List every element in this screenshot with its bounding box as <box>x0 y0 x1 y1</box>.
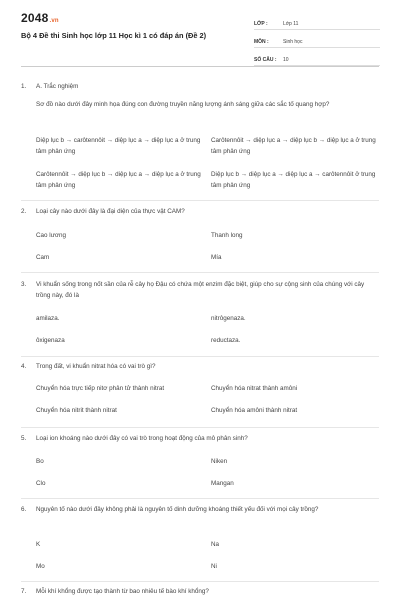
answer-option[interactable]: amilaza. <box>36 315 60 322</box>
meta-row-class <box>254 14 380 30</box>
answer-option[interactable]: Clo <box>36 480 46 487</box>
meta-value: Lớp 11 <box>283 21 299 27</box>
answer-option[interactable]: Chuyển hóa trực tiếp nitơ phân tử thành nitrat <box>36 385 165 392</box>
question-number: 7. <box>21 588 27 595</box>
question-divider <box>21 498 379 499</box>
meta-value: 10 <box>283 57 289 63</box>
answer-option[interactable]: Bo <box>36 458 44 465</box>
meta-label: LỚP : <box>254 21 268 27</box>
page-header <box>0 0 400 64</box>
question-divider <box>21 272 379 273</box>
answer-option[interactable]: Thanh long <box>211 232 243 239</box>
answer-option[interactable]: Diệp lục b → diệp lục a → diệp lục a → carôtennôit ở trung tâm phản ứng <box>211 171 376 189</box>
answer-option[interactable]: Chuyển hóa amôni thành nitrat <box>211 407 298 414</box>
document-title: Bộ 4 Đề thi Sinh học lớp 11 Học kì 1 có đáp án (Đề 2) <box>21 31 207 40</box>
question-text: Trong đất, vi khuẩn nitrat hóa có vai trò gì? <box>36 363 156 370</box>
answer-option[interactable]: Cam <box>36 254 50 261</box>
question-number: 4. <box>21 363 27 370</box>
answer-option[interactable]: ôxigenaza <box>36 337 65 344</box>
answer-option[interactable]: Chuyển hóa nitrit thành nitrat <box>36 407 117 414</box>
question-text: Loại ion khoáng nào dưới đây có vai trò trong hoạt động của mô phân sinh? <box>36 435 248 442</box>
answer-option[interactable]: Carôtennôit → diệp lục a → diệp lục b → diệp lục a ở trung tâm phản ứng <box>211 137 376 155</box>
meta-row-count <box>254 50 380 66</box>
header-divider <box>21 66 379 67</box>
question-text: Vi khuẩn sống trong nốt sần của rễ cây họ Đậu có chứa một enzim đặc biệt, giúp cho sự cộng sinh của chúng với cây trồng này, đó là <box>36 281 365 299</box>
answer-option[interactable]: reductaza. <box>211 337 241 344</box>
question-number: 1. <box>21 83 27 90</box>
question-divider <box>21 200 379 201</box>
site-logo[interactable] <box>21 11 59 25</box>
answer-option[interactable]: Chuyển hóa nitrat thành amôni <box>211 385 298 392</box>
answer-option[interactable]: Na <box>211 541 220 548</box>
answer-option[interactable]: Cao lương <box>36 232 67 239</box>
question-text: Loại cây nào dưới đây là đại diện của thực vật CAM? <box>36 208 185 215</box>
answer-option[interactable]: Mangan <box>211 480 234 487</box>
answer-option[interactable]: Carôtennôit → diệp lục b → diệp lục a → diệp lục a ở trung tâm phản ứng <box>36 171 201 189</box>
answer-option[interactable]: Niken <box>211 458 228 465</box>
answer-option[interactable]: nitrôgenaza. <box>211 315 246 322</box>
meta-label: MÔN : <box>254 39 269 45</box>
meta-row-subject <box>254 32 380 48</box>
answer-option[interactable]: Mo <box>36 563 45 570</box>
question-divider <box>21 356 379 357</box>
question-number: 3. <box>21 281 27 288</box>
exam-meta <box>254 14 380 68</box>
meta-value: Sinh học <box>283 39 303 45</box>
meta-label: SỐ CÂU : <box>254 57 277 63</box>
answer-option[interactable]: Mía <box>211 254 222 261</box>
question-number: 2. <box>21 208 27 215</box>
question-divider <box>21 427 379 428</box>
question-divider <box>21 581 379 582</box>
question-number: 5. <box>21 435 27 442</box>
answer-option[interactable]: Ni <box>211 563 217 570</box>
answer-option[interactable]: K <box>36 541 41 548</box>
answer-option[interactable]: Diệp lục b → carôtennôit → diệp lục a → diệp lục a ở trung tâm phản ứng <box>36 137 201 155</box>
logo-suffix: .vn <box>49 18 59 24</box>
logo-main: 2048 <box>21 11 49 25</box>
question-text: Sơ đồ nào dưới đây minh họa đúng con đường truyền năng lượng ánh sáng giữa các sắc tố quang hợp? <box>36 101 330 108</box>
question-text: Mỗi khí khổng được tạo thành từ bao nhiêu tế bào khí khổng? <box>36 588 209 595</box>
question-number: 6. <box>21 506 27 513</box>
question-text: Nguyên tố nào dưới đây không phải là nguyên tố dinh dưỡng khoáng thiết yếu đối với mọi cây trồng? <box>36 506 319 513</box>
section-heading: A. Trắc nghiệm <box>36 83 79 90</box>
